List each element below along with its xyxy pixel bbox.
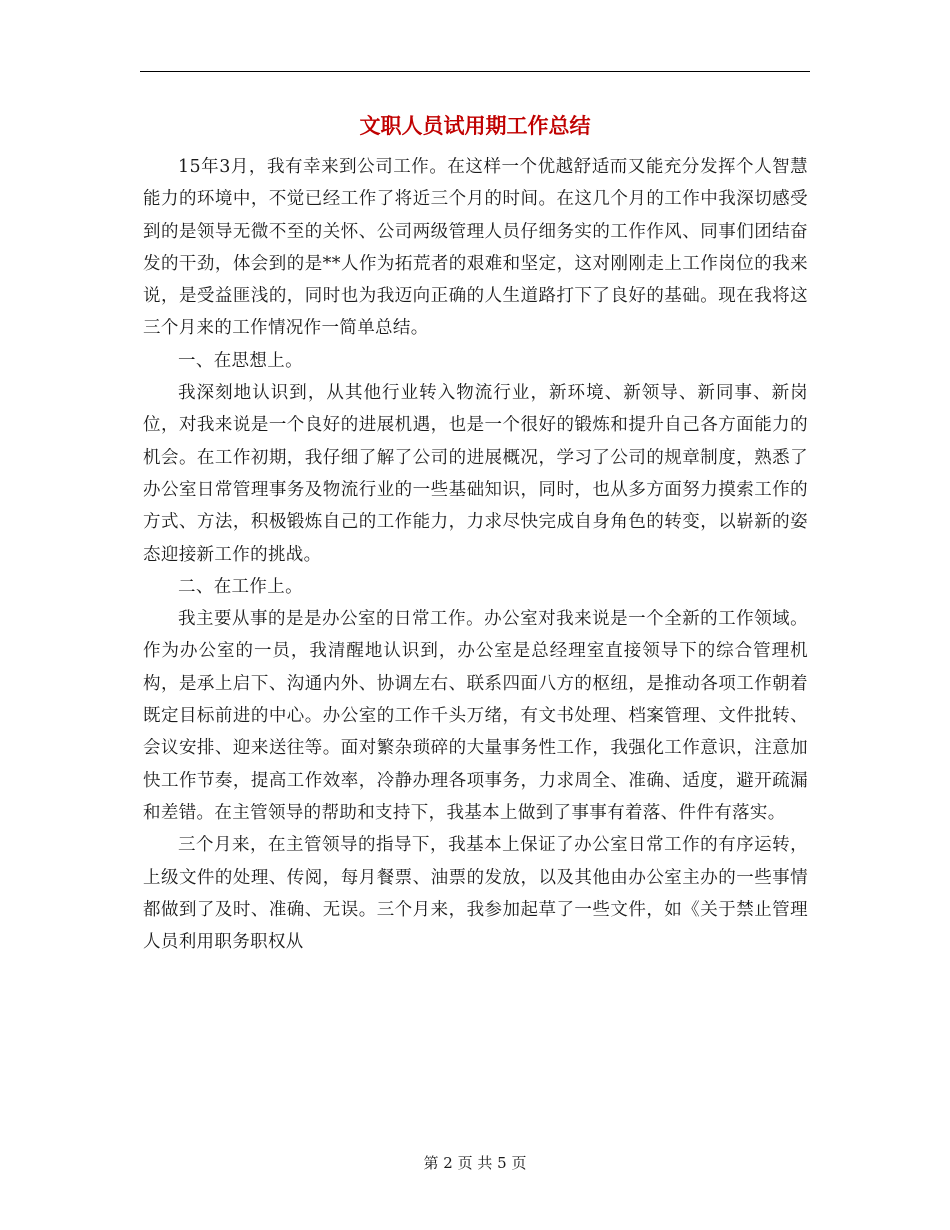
paragraph-thinking: 我深刻地认识到，从其他行业转入物流行业，新环境、新领导、新同事、新岗位，对我来说是一个良好的进展机遇，也是一个很好的锻炼和提升自己各方面能力的机会。在工作初期，我仔细了解了公司的进展概况，学习了公司的规章制度，熟悉了办公室日常管理事务及物流行业的一些基础知识，同时，也从多方面努力摸索工作的方式、方法，积极锻炼自己的工作能力，力求尽快完成自身角色的转变，以崭新的姿态迎接新工作的挑战。 — [143, 383, 808, 565]
page-number-footer: 第 2 页 共 5 页 — [423, 1154, 527, 1172]
paragraph-intro: 15年3月，我有幸来到公司工作。在这样一个优越舒适而又能充分发挥个人智慧能力的环境中，不觉已经工作了将近三个月的时间。在这几个月的工作中我深切感受到的是领导无微不至的关怀、公司两级管理人员仔细务实的工作作风、同事们团结奋发的干劲，体会到的是**人作为拓荒者的艰难和坚定，这对刚刚走上工作岗位的我来说，是受益匪浅的，同时也为我迈向正确的人生道路打下了良好的基础。现在我将这三个月来的工作情况作一简单总结。 — [143, 157, 808, 339]
document-title: 文职人员试用期工作总结 — [359, 113, 591, 138]
paragraph-work: 我主要从事的是是办公室的日常工作。办公室对我来说是一个全新的工作领域。作为办公室的一员，我清醒地认识到，办公室是总经理室直接领导下的综合管理机构，是承上启下、沟通内外、协调左右、联系四面八方的枢纽，是推动各项工作朝着既定目标前进的中心。办公室的工作千头万绪，有文书处理、档案管理、文件批转、会议安排、迎来送往等。面对繁杂琐碎的大量事务性工作，我强化工作意识，注意加快工作节奏，提高工作效率，冷静办理各项事务，力求周全、准确、适度，避开疏漏和差错。在主管领导的帮助和支持下，我基本上做到了事事有着落、件件有落实。 — [143, 609, 808, 823]
header-rule — [140, 71, 810, 72]
document-body — [143, 151, 808, 958]
paragraph-three-months: 三个月来，在主管领导的指导下，我基本上保证了办公室日常工作的有序运转，上级文件的处理、传阅，每月餐票、油票的发放，以及其他由办公室主办的一些事情都做到了及时、准确、无误。三个月来，我参加起草了一些文件，如《关于禁止管理人员利用职务职权从 — [143, 835, 808, 953]
section-heading-thinking: 一、在思想上。 — [178, 350, 303, 371]
section-heading-work: 二、在工作上。 — [178, 576, 303, 597]
